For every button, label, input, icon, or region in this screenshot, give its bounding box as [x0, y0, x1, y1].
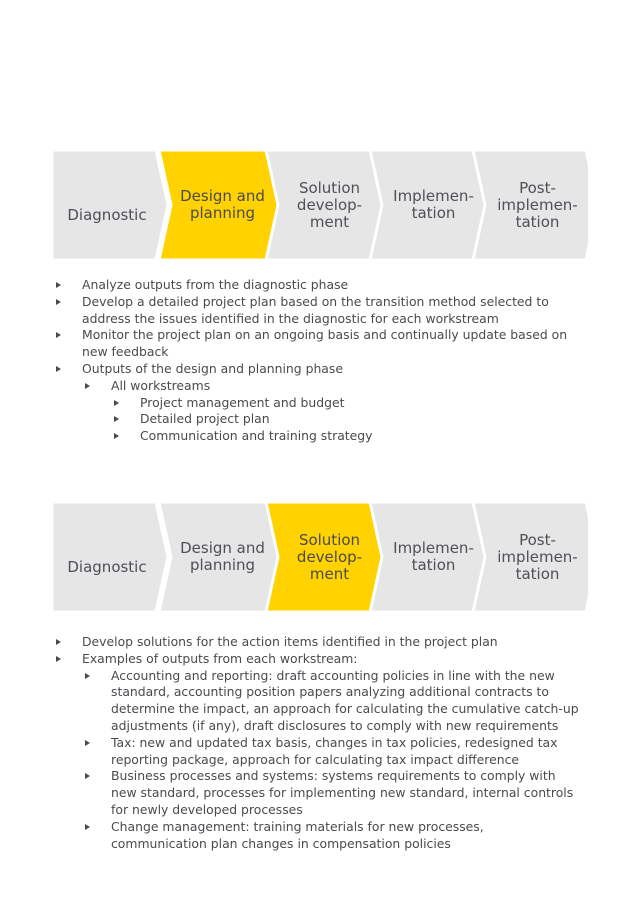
process-step-label-2: Design and planning	[180, 539, 265, 574]
sub-bullet-list	[82, 668, 579, 853]
bullet-item	[111, 428, 594, 445]
process-chevron-diagram-bottom	[52, 502, 588, 612]
bullet-item	[111, 411, 594, 428]
bullet-item	[82, 668, 579, 735]
bullet-item	[82, 735, 579, 769]
bullet-item	[54, 634, 579, 651]
bullet-text: Develop a detailed project plan based on the transition method selected to address the issues identified in the diagnostic for each workstream	[82, 293, 549, 326]
process-step-label-2: Design and planning	[180, 187, 265, 222]
process-step-label-1: Diagnostic	[67, 557, 147, 576]
bullet-text: Tax: new and updated tax basis, changes in tax policies, redesigned tax reporting package, approach for calculating tax impact difference	[111, 734, 558, 767]
bullet-list	[54, 634, 579, 852]
bullet-text: Business processes and systems: systems requirements to comply with new standard, processes for implementing new standard, internal controls for newly developed processes	[111, 768, 574, 817]
bullet-text: Detailed project plan	[140, 411, 270, 427]
process-step-label-4: Implemen- tation	[393, 187, 474, 222]
process-step-label-5: Post- implemen- tation	[497, 530, 578, 583]
bullet-item	[54, 361, 594, 445]
bullet-item	[54, 277, 594, 294]
sub-bullet-list	[82, 378, 594, 445]
bullet-item	[111, 395, 594, 412]
bullet-text: Accounting and reporting: draft accounting policies in line with the new standard, accounting position papers analyzing additional contracts to determine the impact, an approach for calculating the cumulative catch-up adjustments (if any), draft disclosures to comply with new requirements	[111, 667, 579, 733]
bullet-text: Analyze outputs from the diagnostic phase	[82, 277, 349, 292]
solution-development-bullet-list	[54, 634, 579, 852]
bullet-text: Monitor the project plan on an ongoing basis and continually update based on new feedback	[82, 327, 568, 360]
bullet-text: Examples of outputs from each workstream:	[82, 650, 358, 666]
bullet-item	[54, 327, 594, 361]
bullet-item	[54, 294, 594, 328]
bullet-text: Change management: training materials for new processes, communication plan changes in compensation policies	[111, 818, 484, 851]
process-step-label-3: Solution develop- ment	[296, 530, 363, 583]
process-step-label-5: Post- implemen- tation	[497, 178, 578, 231]
bullet-list	[54, 277, 594, 445]
bullet-text: Develop solutions for the action items identified in the project plan	[82, 634, 498, 649]
sub-bullet-list	[111, 395, 594, 445]
process-step-label-4: Implemen- tation	[393, 539, 474, 574]
process-step-label-1: Diagnostic	[67, 205, 147, 224]
bullet-text: All workstreams	[111, 377, 211, 393]
bullet-text: Project management and budget	[140, 394, 345, 410]
bullet-text: Communication and training strategy	[140, 428, 373, 444]
bullet-item	[54, 651, 579, 853]
process-step-label-3: Solution develop- ment	[296, 178, 363, 231]
bullet-item	[82, 819, 579, 853]
bullet-text: Outputs of the design and planning phase	[82, 360, 343, 376]
design-planning-bullet-list	[54, 277, 594, 445]
bullet-item	[82, 378, 594, 445]
process-chevron-diagram-top	[52, 150, 588, 260]
bullet-item	[82, 768, 579, 818]
